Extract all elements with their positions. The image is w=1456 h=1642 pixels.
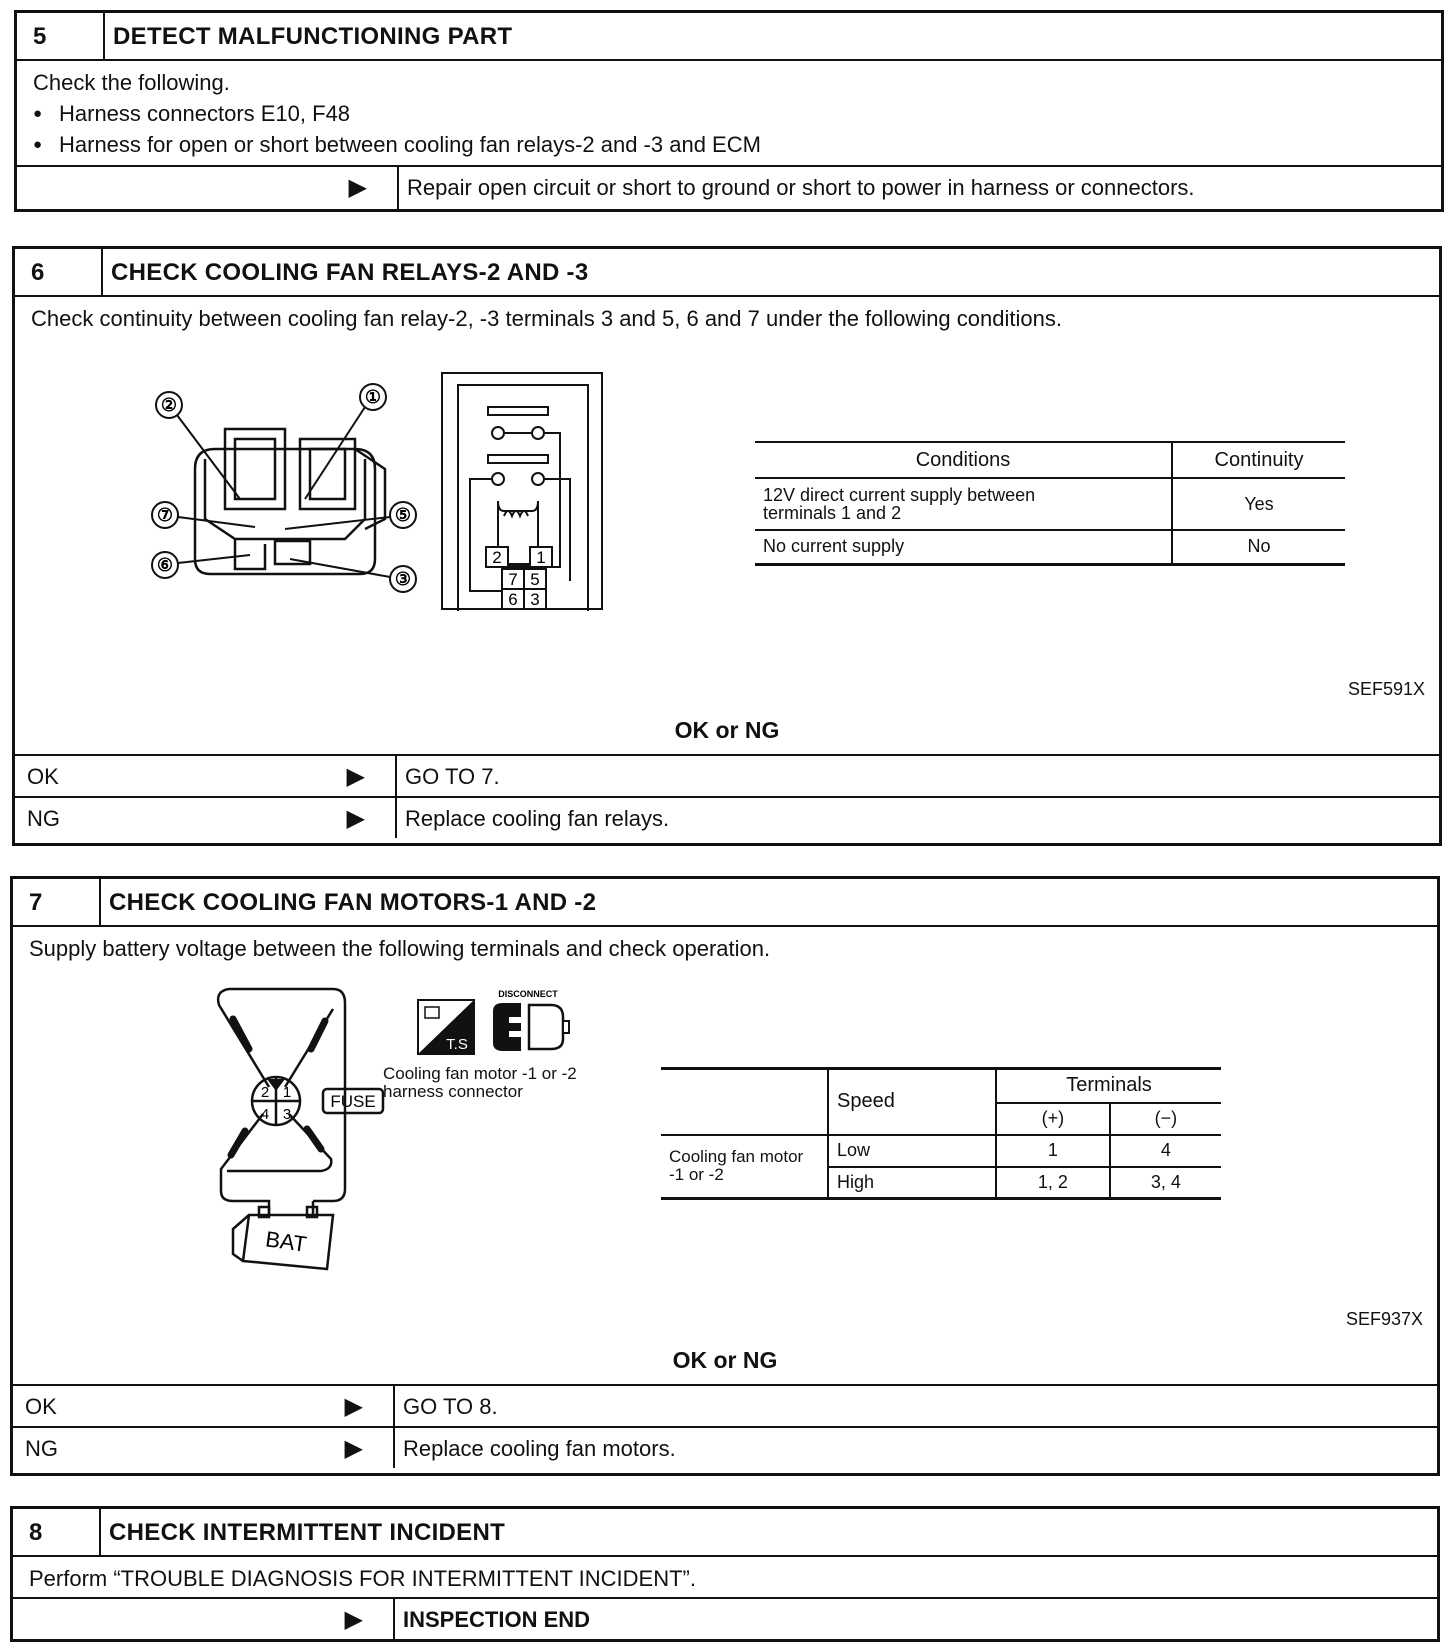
arrow-right-icon: ▶ [346,805,365,832]
result-action: Repair open circuit or short to ground or short to power in harness or connectors. [407,175,1195,200]
result-row [15,754,1439,796]
speed-header: Speed [828,1069,996,1135]
terminal-number: 7 [508,570,518,589]
speed-value: High [828,1167,996,1199]
arrow-right-icon: ▶ [348,174,367,201]
table-row [755,478,1345,530]
minus-value: 3, 4 [1150,1171,1181,1192]
speed-value: Low [828,1135,996,1167]
terminal-number: 2 [492,548,502,567]
step-8-header [13,1509,1437,1557]
result-action: Replace cooling fan motors. [403,1436,676,1461]
result-row [13,1384,1437,1426]
step-title: CHECK COOLING FAN MOTORS-1 AND -2 [109,889,597,916]
callout-label: ⑥ [156,555,174,575]
callout-label: ③ [394,569,412,589]
result-action: INSPECTION END [403,1607,591,1632]
terminal-number: 3 [282,1106,292,1123]
arrow-right-icon: ▶ [344,1393,363,1420]
result-row [13,1426,1437,1468]
step-instruction: Check continuity between cooling fan relay-2, -3 terminals 3 and 5, 6 and 7 under the following conditions. [31,306,1062,331]
callout-label: ⑦ [156,505,174,525]
disconnect-icon [483,987,573,1057]
relay-connector-illustration [125,369,445,609]
result-action: GO TO 7. [405,764,500,789]
result-condition: NG ▶ [13,1428,395,1468]
step-5-body [17,61,1441,165]
result-condition: OK ▶ [15,756,397,796]
battery-label: BAT [263,1226,309,1257]
condition-text: terminals 1 and 2 [763,503,902,523]
step-intro: Check the following. [33,70,230,95]
terminal-number: 2 [260,1084,270,1101]
connector-caption: Cooling fan motor -1 or -2 harness connector [383,1064,577,1101]
step-7 [10,876,1440,1476]
plus-value: 1, 2 [996,1167,1110,1199]
fuse-label: FUSE [330,1092,376,1111]
callout-label: ② [160,395,178,415]
arrow-right-icon: ▶ [346,763,365,790]
table-row [661,1135,1221,1167]
result-row [17,165,1441,211]
step-6 [12,246,1442,846]
result-action: Replace cooling fan relays. [405,806,670,831]
terminal-number: 6 [508,590,518,609]
result-condition: OK ▶ [13,1386,395,1426]
bullet-item: ● Harness for open or short between cooling fan relays-2 and -3 and ECM [33,129,1425,160]
relay-schematic-diagram [440,371,610,631]
arrow-right-icon: ▶ [344,1606,363,1633]
result-condition: NG ▶ [15,798,397,838]
test-symbol-icon [417,999,477,1057]
ok-or-ng-label: OK or NG [672,1347,778,1373]
disconnect-label: DISCONNECT [498,989,558,999]
terminal-number: 4 [260,1106,270,1123]
terminals-table [661,1067,1221,1200]
step-7-header [13,879,1437,927]
step-5 [14,10,1444,212]
ts-label: T.S [446,1036,468,1053]
result-action: GO TO 8. [403,1394,498,1419]
step-title: CHECK COOLING FAN RELAYS-2 AND -3 [111,259,589,286]
condition-text: No current supply [755,530,1172,564]
minus-value: 4 [1110,1135,1221,1167]
step-instruction: Perform “TROUBLE DIAGNOSIS FOR INTERMITTENT INCIDENT”. [29,1566,696,1591]
result-row [15,796,1439,838]
figure-id: SEF591X [1347,679,1425,699]
terminal-number: 1 [282,1084,292,1101]
callout-label: ① [364,387,382,407]
plus-value: 1 [996,1135,1110,1167]
step-8 [10,1506,1440,1642]
callout-label: ⑤ [394,505,412,525]
bullet-item: ● Harness connectors E10, F48 [33,98,1425,129]
step-number: 8 [13,1509,101,1555]
step-title: CHECK INTERMITTENT INCIDENT [109,1519,506,1546]
continuity-table [755,441,1345,566]
result-condition [17,167,399,211]
step-title: DETECT MALFUNCTIONING PART [113,23,513,50]
ok-or-ng-label: OK or NG [674,717,780,743]
step-number: 6 [15,249,103,295]
step-6-header [15,249,1439,297]
table-row [755,530,1345,564]
condition-text: 12V direct current supply between [763,485,1036,505]
result-row [13,1597,1437,1639]
terminal-number: 5 [530,570,540,589]
figure-id: SEF937X [1345,1309,1423,1329]
step-5-header [17,13,1441,61]
result-condition [13,1599,395,1639]
table-header: Conditions [755,442,1172,478]
terminal-number: 3 [530,590,540,609]
terminal-number: 1 [536,548,546,567]
step-number: 7 [13,879,101,925]
step-instruction: Supply battery voltage between the following terminals and check operation. [29,936,771,961]
row-label: -1 or -2 [669,1165,724,1185]
continuity-value: Yes [1244,493,1274,514]
minus-header: (−) [1110,1103,1221,1135]
arrow-right-icon: ▶ [344,1435,363,1462]
continuity-value: No [1247,536,1271,557]
step-number: 5 [17,13,105,59]
plus-header: (+) [996,1103,1110,1135]
motor-wiring-diagram [203,979,403,1299]
table-header: Continuity [1214,448,1304,471]
terminals-header: Terminals [996,1069,1221,1103]
row-label: Cooling fan motor [669,1147,804,1167]
